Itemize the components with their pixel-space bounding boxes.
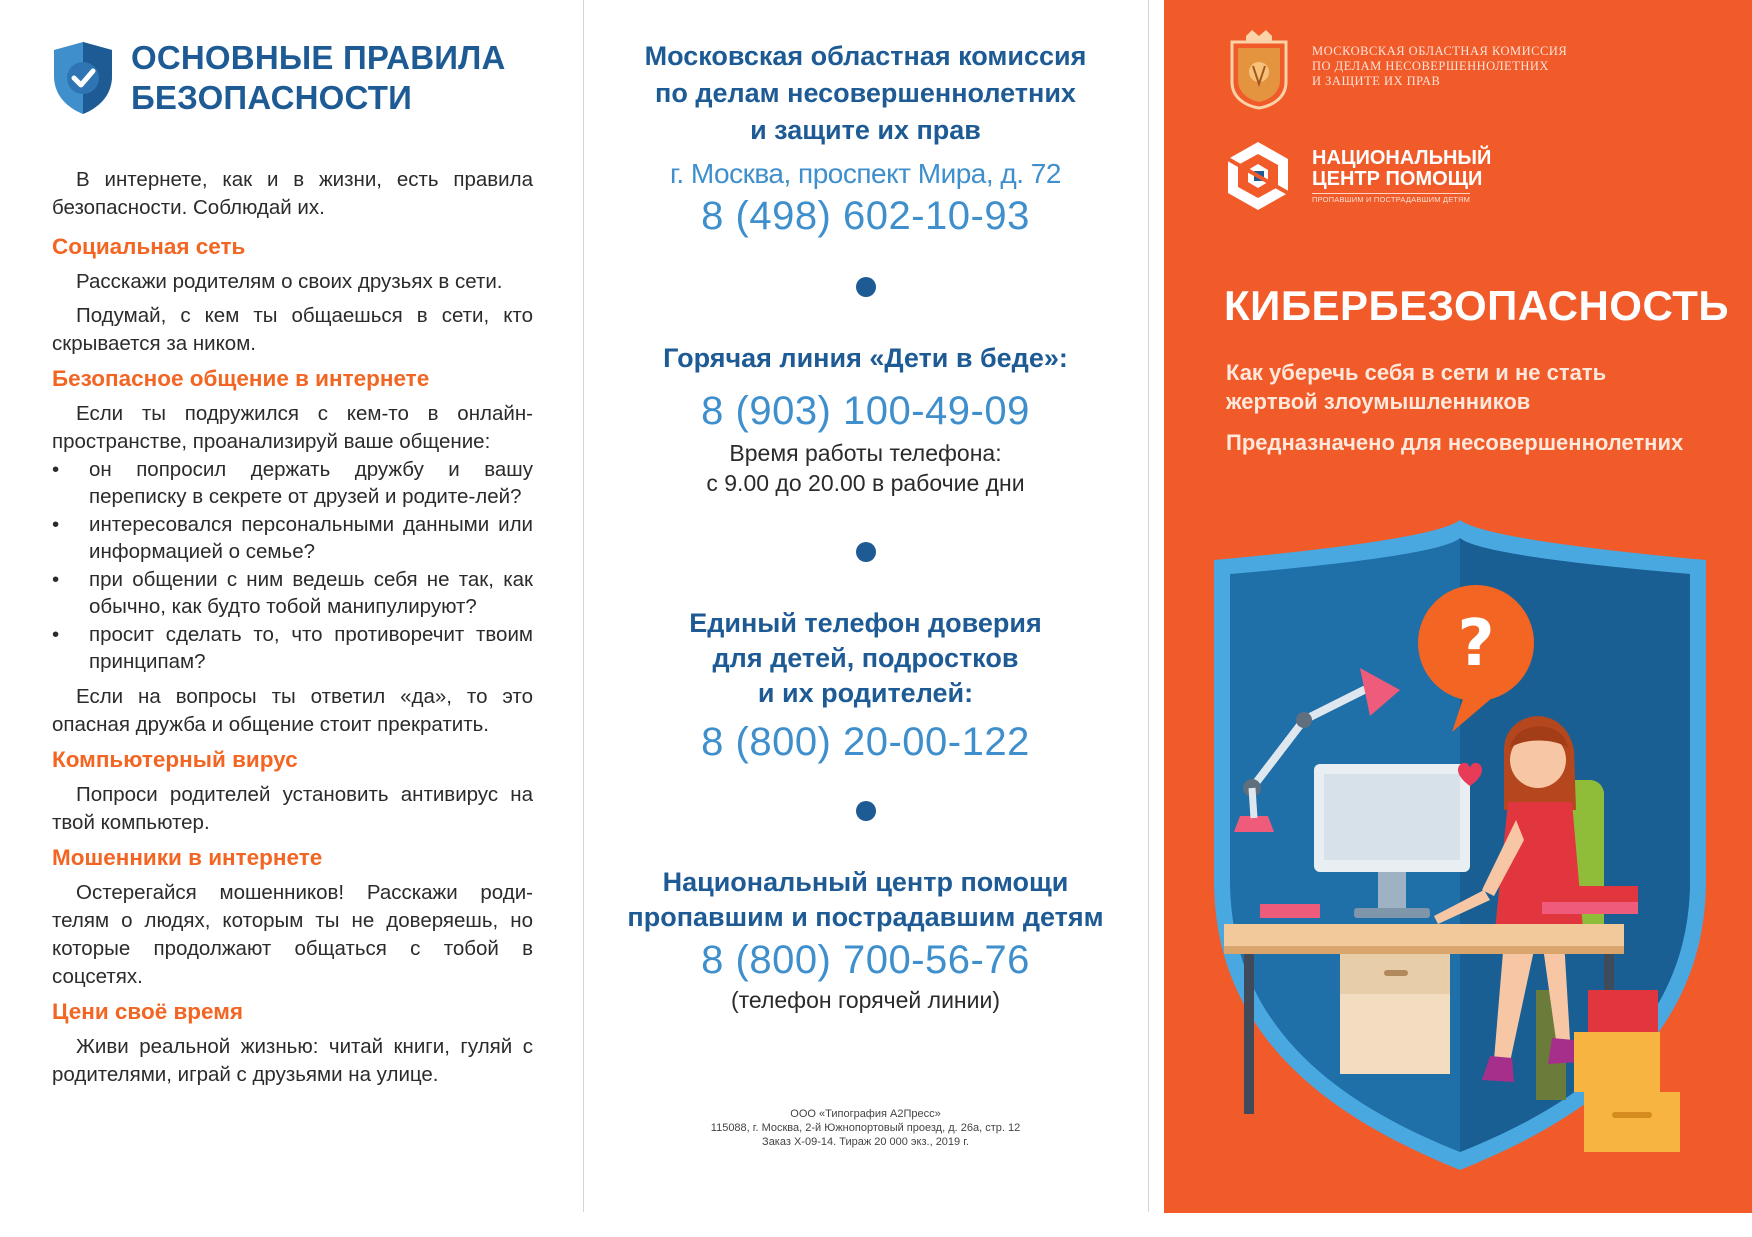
left-panel	[0, 0, 583, 1237]
trust-title-1: Единый телефон доверия	[689, 608, 1042, 638]
trust-phone: 8 (800) 20-00-122	[701, 720, 1030, 764]
commission-title-3: и защите их прав	[750, 115, 981, 145]
trust-title-2: для детей, подростков	[712, 643, 1019, 673]
commission-logo-text	[1312, 44, 1642, 89]
hotline-phone: 8 (903) 100-49-09	[701, 389, 1030, 433]
commission-logo-line-2: ПО ДЕЛАМ НЕСОВЕРШЕННОЛЕТНИХ	[1312, 59, 1549, 73]
bullet-dot-icon	[856, 801, 876, 821]
safe-chat-para: Если ты подружился с кем-то в онлайн-пространстве, проанализируй ваше общение:	[52, 402, 533, 453]
commission-phone: 8 (498) 602-10-93	[701, 194, 1030, 238]
hotline-block	[583, 341, 1148, 498]
hotline-title: Горячая линия «Дети в беде»:	[663, 343, 1068, 373]
center-note: (телефон горячей линии)	[731, 987, 1000, 1013]
title-line-2: БЕЗОПАСНОСТИ	[131, 79, 412, 116]
center-title-2: пропавшим и пострадавшим детям	[627, 902, 1104, 932]
list-item: • интересовался персональными данными или информацией о семье?	[52, 511, 533, 565]
section-title-safe-chat: Безопасное общение в интернете	[52, 366, 430, 391]
commission-title-1: Московская областная комиссия	[644, 41, 1087, 71]
ncp-logo-line-2: ЦЕНТР ПОМОЩИ	[1312, 168, 1483, 190]
contacts-panel	[583, 0, 1148, 1237]
imprint-line-3: Заказ Х-09-14. Тираж 20 000 экз., 2019 г.	[762, 1136, 969, 1148]
title-line-1: ОСНОВНЫЕ ПРАВИЛА	[131, 39, 506, 76]
fraud-para: Остерегайся мошенников! Расскажи роди-телям о людях, которым ты не доверяешь, но которые продолжают общаться с тобой в соцсетях.	[52, 881, 533, 988]
page-title	[131, 38, 506, 118]
fold-line-2	[1148, 0, 1149, 1212]
bullet-dot-icon	[856, 277, 876, 297]
center-block	[583, 865, 1148, 1015]
imprint-line-2: 115088, г. Москва, 2-й Южнопортовый проезд, д. 26а, стр. 12	[710, 1122, 1021, 1134]
ncp-logo-icon	[1222, 140, 1294, 212]
section-title-fraud: Мошенники в интернете	[52, 845, 323, 870]
safe-chat-closing: Если на вопросы ты ответил «да», то это опасная дружба и общение стоит прекратить.	[52, 685, 533, 736]
hotline-hours-1: Время работы телефона:	[729, 440, 1002, 466]
list-item: • просит сделать то, что противоречит твоим принципам?	[52, 621, 533, 675]
social-para-1: Расскажи родителям о своих друзьях в сети.	[76, 270, 503, 293]
commission-logo-line-1: МОСКОВСКАЯ ОБЛАСТНАЯ КОМИССИЯ	[1312, 44, 1568, 58]
cover-panel	[1164, 0, 1752, 1213]
commission-address: г. Москва, проспект Мира, д. 72	[670, 158, 1061, 189]
bullet-dot-icon	[856, 542, 876, 562]
list-item: • он попросил держать дружбу и вашу переписку в секрете от друзей и родите-лей?	[52, 456, 533, 510]
commission-logo-line-3: И ЗАЩИТЕ ИХ ПРАВ	[1312, 74, 1441, 88]
shield-check-icon	[52, 40, 114, 116]
commission-title-2: по делам несовершеннолетних	[655, 78, 1076, 108]
safe-chat-bullets	[52, 456, 533, 675]
social-para-2: Подумай, с кем ты общаешься в сети, кто скрывается за ником.	[52, 304, 533, 355]
section-title-social: Социальная сеть	[52, 234, 246, 259]
cover-audience: Предназначено для несовершеннолетних	[1226, 430, 1684, 455]
trust-block	[583, 606, 1148, 765]
ncp-logo-line-1: НАЦИОНАЛЬНЫЙ	[1312, 147, 1492, 169]
rules-header	[52, 38, 533, 118]
cover-subtitle: Как уберечь себя в сети и не стать жертвой злоумышленников	[1226, 360, 1607, 414]
virus-para: Попроси родителей установить антивирус на твой компьютер.	[52, 783, 533, 834]
ncp-logo-line-3: ПРОПАВШИМ И ПОСТРАДАВШИМ ДЕТЯМ	[1312, 195, 1471, 204]
question-mark: ?	[1457, 607, 1495, 681]
intro-text: В интернете, как и в жизни, есть правила безопасности. Соблюдай их.	[52, 168, 533, 219]
cover-title: КИБЕРБЕЗОПАСНОСТЬ	[1224, 282, 1730, 329]
imprint-line-1: ООО «Типография А2Пресс»	[790, 1108, 941, 1120]
coat-of-arms-icon	[1224, 28, 1294, 110]
list-item: • при общении с ним ведешь себя не так, как обычно, как будто тобой манипулируют?	[52, 566, 533, 620]
section-title-time: Цени своё время	[52, 999, 244, 1024]
girl-at-computer-illustration	[1164, 520, 1752, 1213]
center-phone: 8 (800) 700-56-76	[701, 938, 1030, 982]
center-title-1: Национальный центр помощи	[662, 867, 1069, 897]
commission-block	[583, 38, 1148, 239]
time-para: Живи реальной жизнью: читай книги, гуляй с родителями, играй с друзьями на улице.	[52, 1035, 533, 1086]
hotline-hours-2: с 9.00 до 20.00 в рабочие дни	[706, 470, 1025, 496]
imprint-block	[583, 1107, 1148, 1149]
trust-title-3: и их родителей:	[757, 678, 974, 708]
section-title-virus: Компьютерный вирус	[52, 747, 298, 772]
